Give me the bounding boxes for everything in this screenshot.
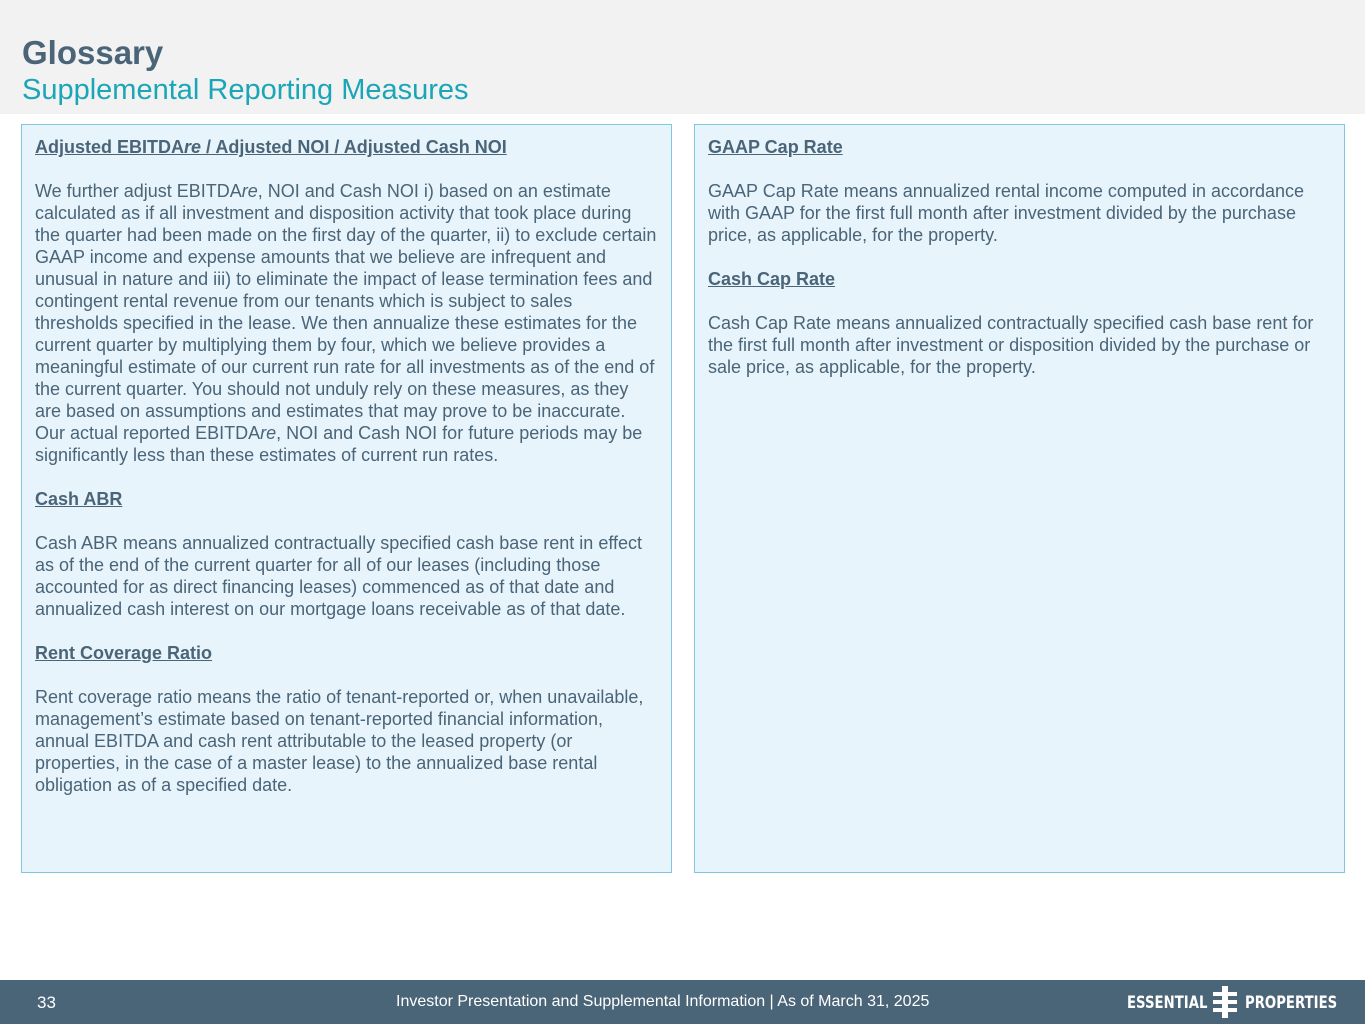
logo-word-left: ESSENTIAL (1127, 993, 1208, 1013)
footer-caption: Investor Presentation and Supplemental Information | As of March 31, 2025 (396, 993, 930, 1010)
term-heading-gaap-cap-rate: GAAP Cap Rate (708, 137, 843, 157)
page-number: 33 (37, 993, 56, 1012)
term-definition-adjusted-ebitdare: We further adjust EBITDAre, NOI and Cash NOI i) based on an estimate calculated as if all investment and disposition activity that took place during the quarter had been made on the first day of the quarter, ii) to exclude certain GAAP income and expense amounts that we believe are infrequent and unusual in nature and iii) to eliminate the impact of lease termination fees and contingent rental revenue from our tenants which is subject to sales thresholds specified in the lease. We then annualize these estimates for the current quarter by multiplying them by four, which we believe provides a meaningful estimate of our current run rate for all investments as of the end of the current quarter. You should not unduly rely on these measures, as they are based on assumptions and estimates that may prove to be inaccurate. Our actual reported EBITDAre, NOI and Cash NOI for future periods may be significantly less than these estimates of current run rates. (35, 181, 657, 465)
logo-mark-icon (1211, 986, 1239, 1018)
term-heading-adjusted-ebitdare: Adjusted EBITDAre / Adjusted NOI / Adjusted Cash NOI (35, 137, 507, 157)
company-logo (1127, 986, 1342, 1018)
term-heading-rent-coverage-ratio: Rent Coverage Ratio (35, 643, 213, 663)
glossary-panel-right (694, 124, 1345, 873)
glossary-panel-left (21, 124, 672, 873)
term-heading-cash-cap-rate: Cash Cap Rate (708, 269, 836, 289)
term-definition-gaap-cap-rate: GAAP Cap Rate means annualized rental income computed in accordance with GAAP for the first full month after investment divided by the purchase price, as applicable, for the property. (708, 181, 1305, 245)
page-footer (0, 980, 1365, 1024)
term-definition-cash-abr: Cash ABR means annualized contractually specified cash base rent in effect as of the end of the current quarter for all of our leases (including those accounted for as direct financing leases) commenced as of that date and annualized cash interest on our mortgage loans receivable as of that date. (35, 533, 643, 619)
page-title: Glossary (22, 34, 164, 71)
page-subtitle: Supplemental Reporting Measures (22, 74, 469, 106)
term-heading-cash-abr: Cash ABR (35, 489, 123, 509)
term-definition-cash-cap-rate: Cash Cap Rate means annualized contractually specified cash base rent for the first full month after investment or disposition divided by the purchase or sale price, as applicable, for the property. (708, 313, 1314, 377)
page-header (0, 0, 1365, 114)
term-definition-rent-coverage-ratio: Rent coverage ratio means the ratio of tenant-reported or, when unavailable, management’s estimate based on tenant-reported financial information, annual EBITDA and cash rent attributable to the leased property (or properties, in the case of a master lease) to the annualized base rental obligation as of a specified date. (35, 687, 644, 795)
logo-word-right: PROPERTIES (1245, 993, 1338, 1013)
